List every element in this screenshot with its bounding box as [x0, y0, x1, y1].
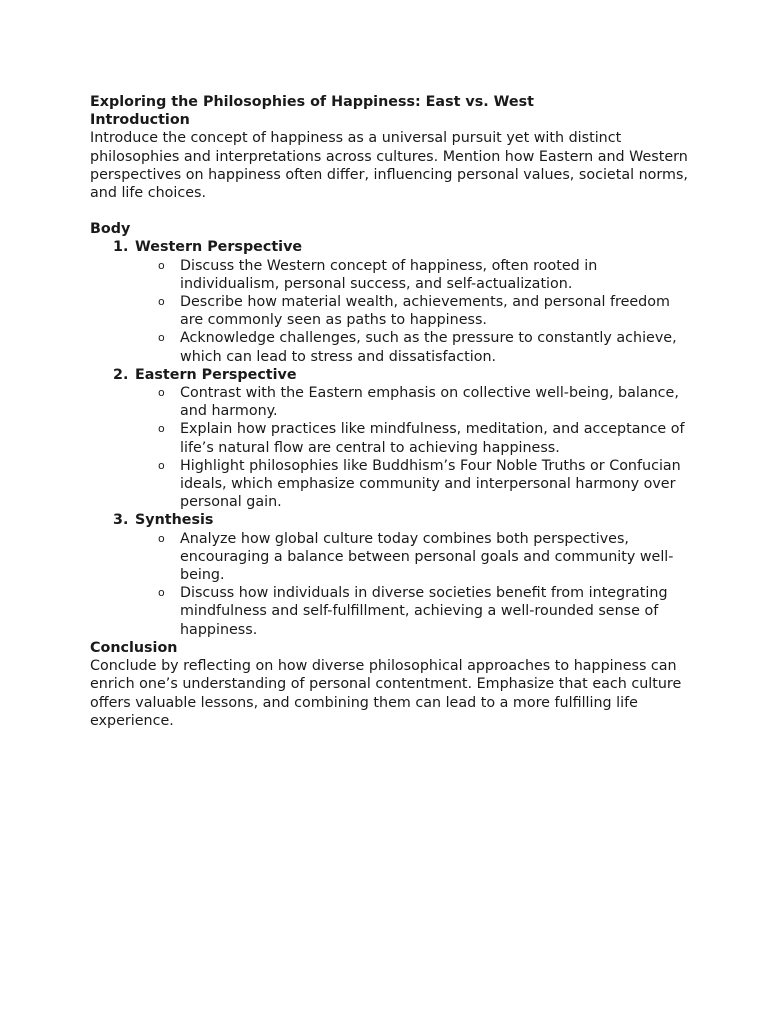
- section-title: Synthesis: [135, 512, 214, 529]
- body-sections: [90, 238, 690, 638]
- intro-paragraph: Introduce the concept of happiness as a universal pursuit yet with distinct philosophies and interpretations across cultures. Mention how Eastern and Western perspectives on happiness often differ, influencing personal values, societal norms, and life choices.: [90, 130, 688, 202]
- section-title: Eastern Perspective: [135, 366, 297, 383]
- list-item: o Acknowledge challenges, such as the pressure to constantly achieve, which can lead to stress and dissatisfaction.: [158, 330, 677, 365]
- list-item: o Discuss how individuals in diverse societies benefit from integrating mindfulness and self-fulfillment, achieving a well-rounded sense of happiness.: [158, 585, 668, 638]
- section-western: [113, 238, 690, 256]
- intro-heading: Introduction: [90, 112, 190, 129]
- conclusion-paragraph: Conclude by reflecting on how diverse philosophical approaches to happiness can enrich one’s understanding of personal contentment. Emphasize that each culture offers valuable lessons, and combining them can lead to a more fulfilling life experience.: [90, 658, 682, 729]
- section-title: Western Perspective: [135, 239, 303, 256]
- section-heading: [113, 366, 690, 384]
- section-eastern: [113, 366, 690, 384]
- synthesis-points: [90, 530, 690, 639]
- list-item: o Contrast with the Eastern emphasis on collective well-being, balance, and harmony.: [158, 385, 679, 420]
- list-item: o Highlight philosophies like Buddhism’s Four Noble Truths or Confucian ideals, which emphasize community and interpersonal harmony over personal gain.: [158, 457, 681, 511]
- bullet-icon: o: [158, 331, 165, 345]
- document-title: Exploring the Philosophies of Happiness: East vs. West: [90, 94, 534, 110]
- bullet-icon: o: [158, 458, 165, 472]
- spacer: [90, 202, 690, 220]
- bullet-icon: o: [158, 295, 165, 309]
- list-item: o Explain how practices like mindfulness, meditation, and acceptance of life’s natural flow are central to achieving happiness.: [158, 421, 685, 456]
- section-number: 2.: [113, 366, 129, 383]
- bullet-icon: o: [158, 386, 165, 400]
- section-synthesis: [113, 511, 690, 529]
- conclusion-heading: Conclusion: [90, 639, 178, 656]
- section-number: 3.: [113, 512, 129, 529]
- western-points: [90, 257, 690, 366]
- document-page: [90, 93, 690, 730]
- list-item: o Describe how material wealth, achievements, and personal freedom are commonly seen as paths to happiness.: [158, 294, 670, 329]
- section-number: 1.: [113, 239, 129, 256]
- bullet-icon: o: [158, 586, 165, 600]
- list-item: o Discuss the Western concept of happiness, often rooted in individualism, personal success, and self-actualization.: [158, 257, 598, 292]
- bullet-icon: o: [158, 531, 165, 545]
- section-heading: [113, 238, 690, 256]
- eastern-points: [90, 384, 690, 511]
- body-heading: Body: [90, 221, 131, 238]
- bullet-icon: o: [158, 258, 165, 272]
- list-item: o Analyze how global culture today combines both perspectives, encouraging a balance between personal goals and community well-being.: [158, 530, 674, 584]
- bullet-icon: o: [158, 422, 165, 436]
- section-heading: [113, 511, 690, 529]
